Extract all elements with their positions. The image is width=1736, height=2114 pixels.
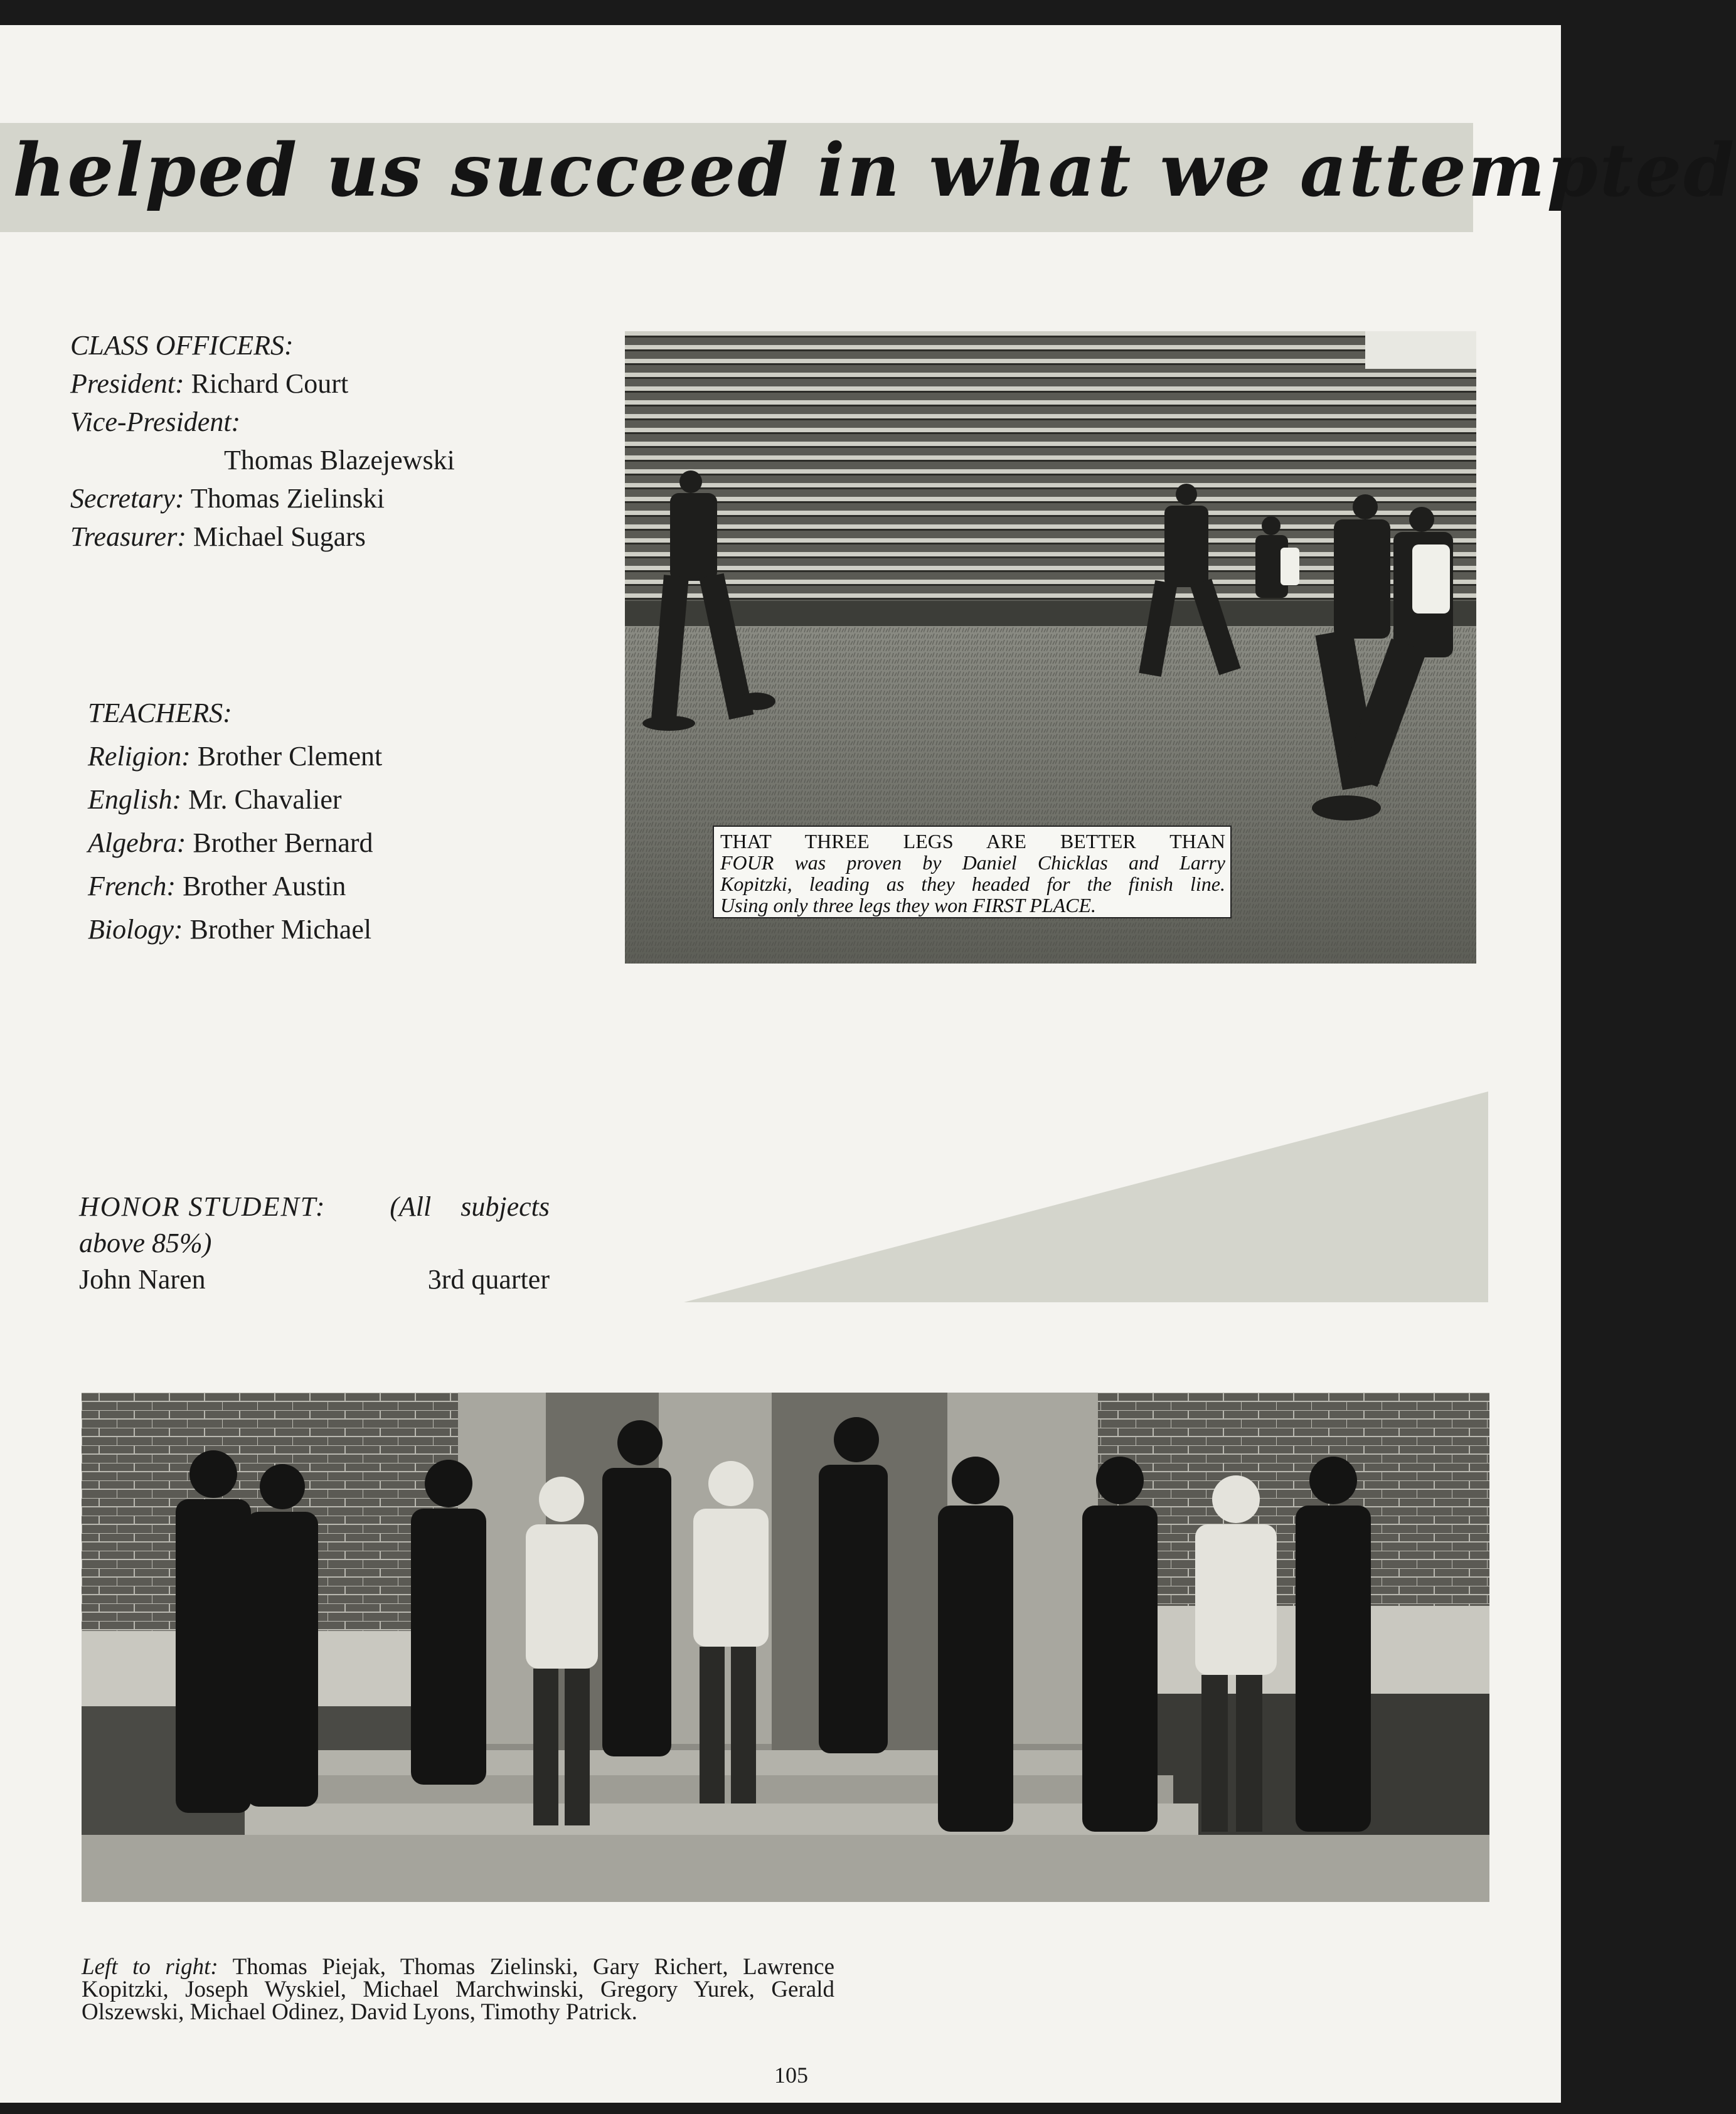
teacher-name: Brother Bernard [193, 827, 373, 858]
teacher-row [88, 908, 382, 951]
teacher-row [88, 864, 382, 908]
secretary-row [70, 479, 455, 518]
honor-student-row [79, 1260, 550, 1297]
treasurer-name: Michael Sugars [193, 521, 366, 552]
teacher-name: Brother Austin [183, 871, 346, 901]
honor-heading: HONOR STUDENT: [79, 1191, 326, 1222]
teacher-subject: Algebra: [88, 827, 186, 858]
president-label: President: [70, 368, 184, 399]
honor-criteria: (All subjects [390, 1191, 550, 1222]
group-caption-names: Thomas Piejak, Thomas Zielinski, Gary Richert, Lawrence [232, 1954, 834, 1980]
honor-heading-row [79, 1187, 550, 1224]
race-caption [713, 826, 1232, 918]
decorative-wedge [684, 1092, 1493, 1305]
race-caption-line: Using only three legs they won FIRST PLACE. [720, 894, 1097, 916]
teacher-row [88, 735, 382, 778]
honor-student-name: John Naren [79, 1264, 206, 1295]
page-number: 105 [774, 2063, 808, 2088]
teachers-heading: TEACHERS: [88, 698, 232, 728]
teacher-subject: Biology: [88, 914, 183, 945]
group-caption-line [82, 1956, 834, 1979]
teacher-subject: French: [88, 871, 176, 901]
treasurer-label: Treasurer: [70, 521, 186, 552]
group-photo-illustration [82, 1393, 1489, 1902]
teacher-subject: English: [88, 784, 182, 815]
vp-name: Thomas Blazejewski [224, 445, 455, 475]
group-caption-line: Kopitzki, Joseph Wyskiel, Michael Marchwinski, Gregory Yurek, Gerald [82, 1977, 834, 2002]
vp-label: Vice-President: [70, 406, 241, 437]
group-photo-caption [82, 1956, 834, 2024]
teacher-name: Brother Clement [197, 741, 383, 772]
president-row [70, 364, 455, 403]
yearbook-page [0, 25, 1736, 2103]
honor-student [79, 1187, 550, 1297]
race-caption-line: FOUR was proven by Daniel Chicklas and Larry [720, 851, 1225, 874]
treasurer-row [70, 518, 455, 556]
group-photo [82, 1393, 1489, 1902]
secretary-label: Secretary: [70, 483, 184, 514]
race-caption-line: THAT THREE LEGS ARE BETTER THAN [720, 830, 1225, 853]
teacher-subject: Religion: [88, 741, 191, 772]
teacher-row [88, 821, 382, 864]
officers-heading: CLASS OFFICERS: [70, 330, 294, 361]
teacher-row [88, 778, 382, 821]
group-caption-label: Left to right: [82, 1954, 218, 1980]
teacher-name: Mr. Chavalier [188, 784, 342, 815]
secretary-name: Thomas Zielinski [190, 483, 385, 514]
teachers [88, 691, 382, 951]
title-banner [0, 123, 1736, 232]
race-caption-line: Kopitzki, leading as they headed for the finish line. [720, 873, 1225, 895]
honor-criteria-continued: above 85%) [79, 1228, 212, 1258]
honor-quarter: 3rd quarter [427, 1264, 550, 1295]
class-officers [70, 326, 455, 556]
group-caption-line: Olszewski, Michael Odinez, David Lyons, Timothy Patrick. [82, 1999, 637, 2025]
president-name: Richard Court [191, 368, 349, 399]
banner-title: helped us succeed in what we attempted [13, 128, 1736, 213]
teacher-name: Brother Michael [189, 914, 372, 945]
three-legged-race-photo [625, 331, 1476, 964]
